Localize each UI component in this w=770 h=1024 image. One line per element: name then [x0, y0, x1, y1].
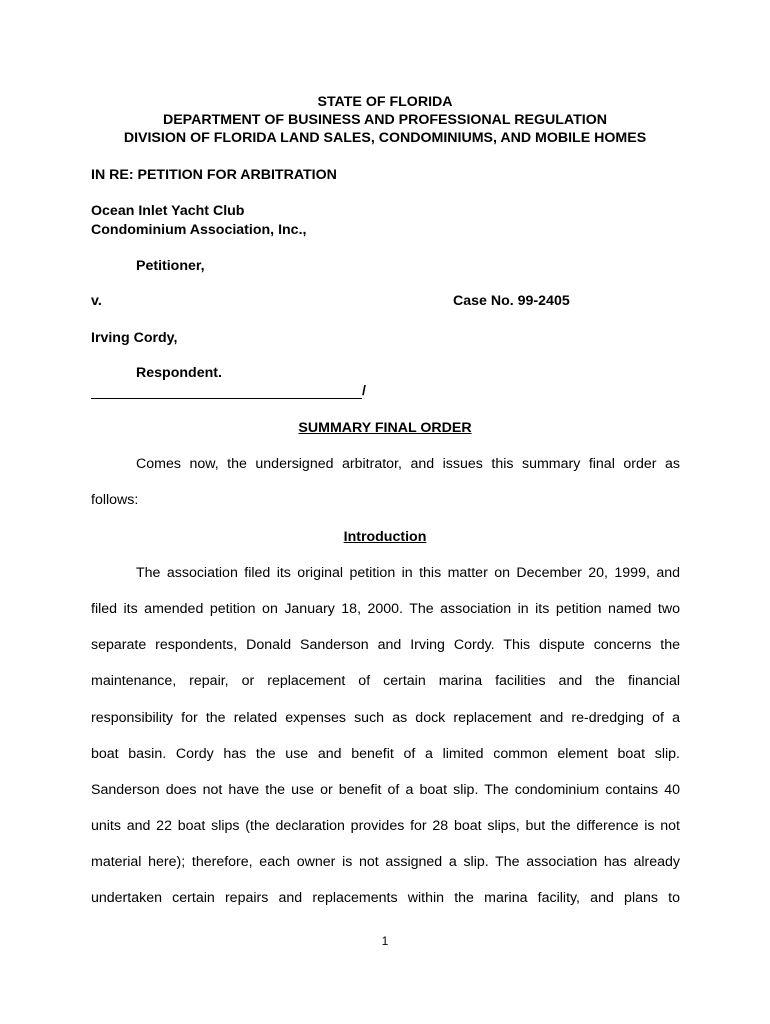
- opening-line-1: Comes now, the undersigned arbitrator, and issues this summary final order as: [136, 456, 680, 472]
- order-title: SUMMARY FINAL ORDER: [298, 420, 472, 436]
- versus: v.: [91, 293, 102, 309]
- header-department: DEPARTMENT OF BUSINESS AND PROFESSIONAL REGULATION: [162, 112, 608, 128]
- respondent-label: Respondent.: [136, 365, 222, 381]
- body-line: undertaken certain repairs and replacements within the marina facility, and plans to: [91, 890, 680, 906]
- case-number: Case No. 99-2405: [453, 293, 570, 309]
- body-line: boat basin. Cordy has the use and benefit of a limited common element boat slip.: [91, 746, 680, 762]
- respondent-name: Irving Cordy,: [91, 330, 178, 346]
- body-line: The association filed its original petition in this matter on December 20, 1999, and: [136, 565, 680, 581]
- caption-slash: /: [362, 383, 366, 399]
- in-re-line: IN RE: PETITION FOR ARBITRATION: [91, 167, 337, 183]
- body-line: material here); therefore, each owner is not assigned a slip. The association has already: [91, 854, 680, 870]
- body-line: units and 22 boat slips (the declaration provides for 28 boat slips, but the difference is not: [91, 818, 680, 834]
- body-line: Sanderson does not have the use or benefit of a boat slip. The condominium contains 40: [91, 782, 680, 798]
- page-number: 1: [381, 934, 389, 948]
- body-line: separate respondents, Donald Sanderson and Irving Cordy. This dispute concerns the: [91, 637, 680, 653]
- body-line: maintenance, repair, or replacement of certain marina facilities and the financial: [91, 673, 680, 689]
- section-heading-introduction: Introduction: [343, 529, 427, 545]
- caption-underline: [91, 398, 362, 399]
- opening-line-2: follows:: [91, 492, 139, 508]
- petitioner-label: Petitioner,: [136, 258, 205, 274]
- petitioner-name-line1: Ocean Inlet Yacht Club: [91, 203, 245, 219]
- body-line: filed its amended petition on January 18, 2000. The association in its petition named two: [91, 601, 680, 617]
- header-division: DIVISION OF FLORIDA LAND SALES, CONDOMINIUMS, AND MOBILE HOMES: [123, 130, 647, 146]
- body-line: responsibility for the related expenses such as dock replacement and re-dredging of a: [91, 710, 680, 726]
- header-state: STATE OF FLORIDA: [317, 94, 453, 110]
- petitioner-name-line2: Condominium Association, Inc.,: [91, 222, 307, 238]
